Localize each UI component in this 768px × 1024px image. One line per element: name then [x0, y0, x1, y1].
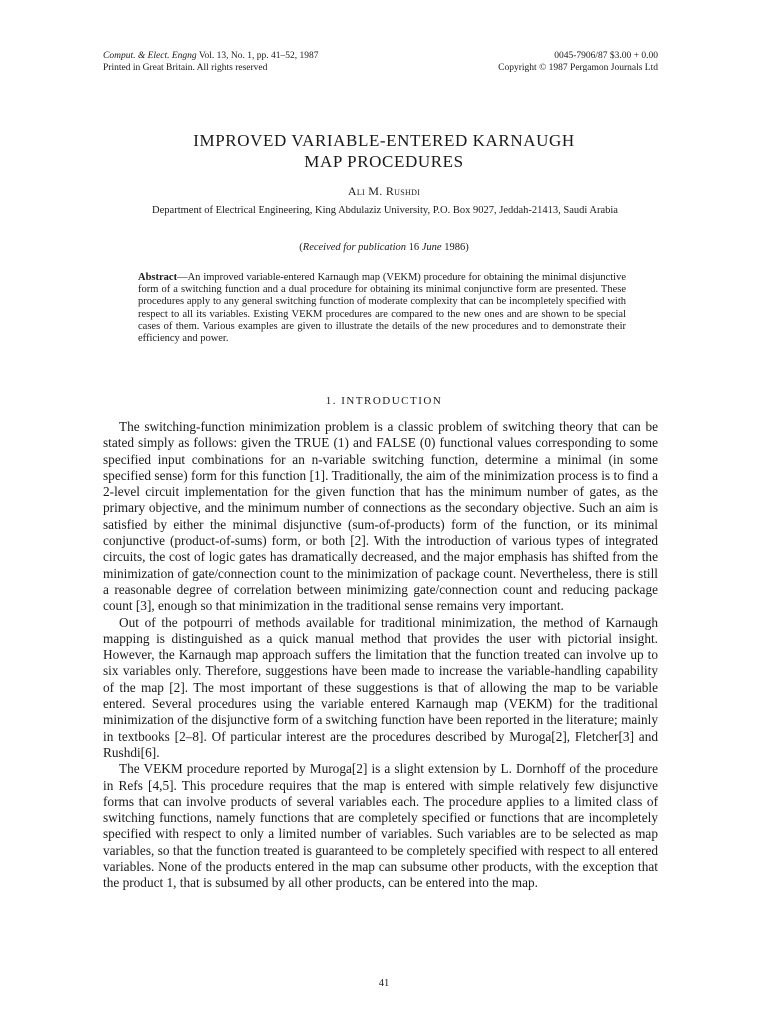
- journal-header-right: [498, 50, 658, 74]
- body-text: [103, 419, 658, 892]
- journal-citation: Vol. 13, No. 1, pp. 41–52, 1987: [196, 51, 319, 61]
- paragraph-1: The switching-function minimization problem is a classic problem of switching theory that can be stated simply as follows: given the TRUE (1) and FALSE (0) functional values corresponding to some specified input combinations for an n-variable switching function, determine a minimal (in some specified sense) form for this function [1]. Traditionally, the aim of the minimization process is to find a 2-level circuit implementation for the given function that has the minimum number of gates, as the primary objective, and the minimum number of connections as the secondary objective. Such an aim is satisfied by either the minimal disjunctive (sum-of-products) form of the function, or its minimal conjunctive (product-of-sums) form, or both [2]. With the introduction of various types of integrated circuits, the cost of logic gates has dramatically decreased, and the major emphasis has shifted from the minimization of gate/connection count to the minimization of package count. Nevertheless, there is still a reasonable degree of correlation between minimizing gate/connection count and reducing package count [3], enough so that minimization in the traditional sense remains very important.: [103, 419, 658, 614]
- received-label: Received for publication: [302, 242, 406, 253]
- paper-title-line-2: MAP PROCEDURES: [304, 152, 464, 171]
- paper-title-line-1: IMPROVED VARIABLE-ENTERED KARNAUGH: [193, 131, 575, 150]
- printed-notice: Printed in Great Britain. All rights reserved: [103, 63, 268, 73]
- paragraph-2: Out of the potpourri of methods available for traditional minimization, the method of Karnaugh mapping is distinguished as a quick manual method that provides the user with pictorial insight. However, the Karnaugh map approach suffers the limitation that the function treated can involve up to six variables only. Therefore, suggestions have been made to increase the variable-handling capability of the map [2]. The most important of these suggestions is that of allowing the map to be variable entered. Several procedures using the variable entered Karnaugh map (VEKM) for the traditional minimization of the disjunctive form of a switching function have been reported in the literature; mainly in textbooks [2–8]. Of particular interest are the procedures described by Muroga[2], Fletcher[3] and Rushdi[6].: [103, 614, 658, 760]
- page-number: 41: [378, 978, 390, 989]
- journal-header-left: [103, 50, 319, 74]
- abstract: [138, 272, 626, 345]
- issn-price: 0045-7906/87 $3.00 + 0.00: [554, 51, 658, 61]
- author-name: Ali M. Rushdi: [347, 184, 421, 198]
- received-open: (: [299, 242, 303, 253]
- paper-title: [0, 130, 768, 172]
- journal-name: Comput. & Elect. Engng: [103, 51, 197, 61]
- received-month: June: [421, 242, 442, 253]
- received-close: 1986): [441, 242, 469, 253]
- received-date: [0, 242, 768, 253]
- section-heading: 1. INTRODUCTION: [325, 395, 443, 407]
- abstract-label: Abstract: [138, 272, 178, 283]
- abstract-text: —An improved variable-entered Karnaugh map (VEKM) procedure for obtaining the minimal disjunctive form of a switching function and a dual procedure for obtaining its minimal conjunctive form are presented. These procedures apply to any general switching function of moderate complexity that can be incompletely specified with respect to all its variables. Existing VEKM procedures are compared to the new ones and are shown to be special cases of them. Various examples are given to illustrate the details of the new procedures and to demonstrate their efficiency and power.: [138, 272, 626, 345]
- author-affiliation: Department of Electrical Engineering, King Abdulaziz University, P.O. Box 9027, Jeddah-21413, Saudi Arabia: [152, 205, 618, 216]
- received-day: 16: [406, 242, 422, 253]
- paragraph-3: The VEKM procedure reported by Muroga[2] is a slight extension by L. Dornhoff of the procedure in Refs [4,5]. This procedure requires that the map is entered with simple relatively few disjunctive forms that can involve products of several variables each. The procedure applies to a limited class of switching functions, namely functions that are completely specified or functions that are incompletely specified with respect to only a limited number of variables. Such variables are to be selected as map variables, so that the function treated is guaranteed to be completely specified with respect to all entered variables. None of the products entered in the map can subsume other products, with the exception that the product 1, that is subsumed by all other products, can be entered into the map.: [103, 761, 658, 891]
- copyright-notice: Copyright © 1987 Pergamon Journals Ltd: [498, 63, 658, 73]
